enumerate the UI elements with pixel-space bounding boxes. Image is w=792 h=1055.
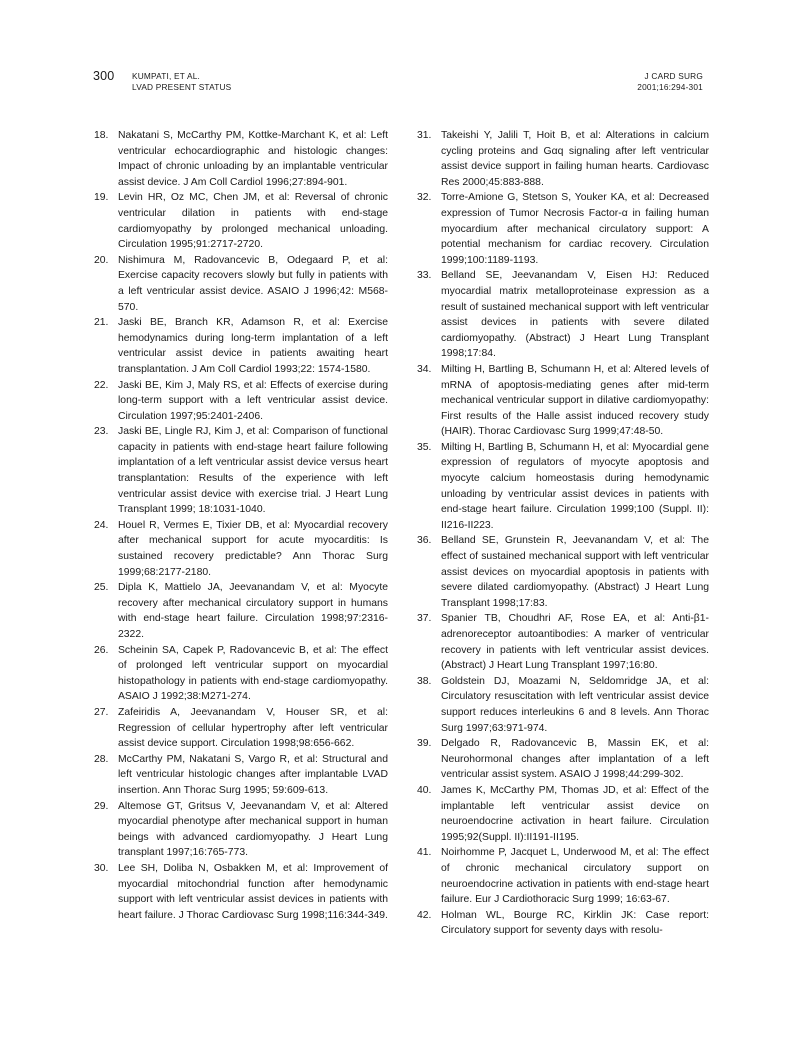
reference-text: Takeishi Y, Jalili T, Hoit B, et al: Alterations in calcium cycling proteins and Gαq signaling after left ventricular assist device support in failing human hearts. Cardiovasc Res 2000;45:883-888. bbox=[441, 130, 709, 188]
journal-citation: 2001;16:294-301 bbox=[637, 82, 703, 92]
reference-text: Goldstein DJ, Moazami N, Seldomridge JA, et al: Circulatory resuscitation with left ventricular assist device support reduces interleukins 6 and 8 levels. Ann Thorac Surg 1997;63:971-974. bbox=[441, 675, 709, 734]
reference-text: Nakatani S, McCarthy PM, Kottke-Marchant K, et al: Left ventricular echocardiographic and histologic changes: Impact of chronic unloading by an implantable ventricular assist device. J Am Coll Cardiol 1996;27:894-901. bbox=[118, 130, 388, 188]
reference-text: Dipla K, Mattielo JA, Jeevanandam V, et al: Myocyte recovery after mechanical circulatory support in humans with end-stage heart failure. Circulation 1998;97:2316-2322. bbox=[118, 582, 388, 640]
reference-entry bbox=[94, 861, 388, 923]
reference-text: Levin HR, Oz MC, Chen JM, et al: Reversal of chronic ventricular dilation in patients with end-stage cardiomyopathy by prolonged mechanical unloading. Circulation 1995;91:2717-2720. bbox=[118, 192, 388, 251]
running-head-title: LVAD PRESENT STATUS bbox=[132, 82, 232, 92]
reference-text: Jaski BE, Branch KR, Adamson R, et al: Exercise hemodynamics during long-term implantation of a left ventricular assist device in patients awaiting heart transplantation. J Am Coll Cardiol 1993;22: 1574-1580. bbox=[118, 317, 388, 375]
reference-entry bbox=[417, 128, 709, 190]
reference-text: Belland SE, Jeevanandam V, Eisen HJ: Reduced myocardial matrix metalloproteinase expression as a result of sustained mechanical support with left ventricular assist devices in patients with severe dilated cardiomyopathy. (Abstract) J Heart Lung Transplant 1998;17:84. bbox=[441, 270, 709, 360]
reference-number: 30. bbox=[94, 862, 109, 874]
reference-entry bbox=[94, 518, 388, 580]
reference-number: 27. bbox=[94, 706, 109, 718]
reference-entry bbox=[417, 190, 709, 268]
reference-number: 25. bbox=[94, 582, 109, 594]
reference-entry bbox=[417, 611, 709, 673]
reference-text: Belland SE, Grunstein R, Jeevanandam V, et al: The effect of sustained mechanical support with left ventricular assist devices on myocardial apoptosis in patients with severe dilated cardiomyopathy. (Abstract) J Heart Lung Transplant 1998;17:83. bbox=[441, 535, 709, 609]
reference-number: 31. bbox=[417, 130, 432, 141]
reference-entry bbox=[417, 268, 709, 362]
reference-entry bbox=[94, 378, 388, 425]
reference-number: 38. bbox=[417, 675, 432, 687]
reference-entry bbox=[94, 128, 388, 190]
references-left-column bbox=[94, 128, 388, 923]
reference-number: 33. bbox=[417, 270, 432, 282]
running-head-right bbox=[637, 71, 703, 93]
reference-entry bbox=[94, 190, 388, 252]
reference-text: Scheinin SA, Capek P, Radovancevic B, et al: The effect of prolonged left ventricular support on myocardial histopathology in patients with end-stage cardiomyopathy. ASAIO J 1992;38:M271-274. bbox=[118, 644, 388, 703]
reference-number: 32. bbox=[417, 192, 432, 204]
reference-entry bbox=[417, 362, 709, 440]
reference-number: 26. bbox=[94, 644, 109, 656]
reference-entry bbox=[417, 845, 709, 907]
reference-number: 21. bbox=[94, 317, 109, 329]
reference-number: 37. bbox=[417, 613, 432, 625]
reference-text: Delgado R, Radovancevic B, Massin EK, et al: Neurohormonal changes after implantation of a left ventricular assist system. ASAIO J 1998;44:299-302. bbox=[441, 738, 709, 781]
reference-text: Jaski BE, Kim J, Maly RS, et al: Effects of exercise during long-term support with a left ventricular assist device. Circulation 1997;95:2401-2406. bbox=[118, 379, 388, 422]
reference-number: 41. bbox=[417, 847, 432, 859]
reference-entry bbox=[94, 643, 388, 705]
running-head-left bbox=[132, 71, 231, 93]
reference-text: Nishimura M, Radovancevic B, Odegaard P, et al: Exercise capacity recovers slowly but fully in patients with a left ventricular assist device. ASAIO J 1996;42: M568-570. bbox=[118, 254, 388, 313]
reference-text: McCarthy PM, Nakatani S, Vargo R, et al: Structural and left ventricular histologic changes after implantable LVAD insertion. Ann Thorac Surg 1995; 59:609-613. bbox=[118, 753, 388, 796]
page-number: 300 bbox=[93, 69, 115, 83]
reference-number: 22. bbox=[94, 379, 109, 391]
reference-number: 34. bbox=[417, 363, 432, 375]
reference-number: 18. bbox=[94, 130, 109, 141]
reference-number: 35. bbox=[417, 441, 432, 453]
reference-entry bbox=[94, 580, 388, 642]
running-head-authors: KUMPATI, ET AL. bbox=[132, 71, 201, 81]
reference-entry bbox=[417, 736, 709, 783]
reference-number: 39. bbox=[417, 738, 432, 750]
reference-number: 20. bbox=[94, 254, 109, 266]
reference-text: Milting H, Bartling B, Schumann H, et al: Myocardial gene expression of regulators of myocyte apoptosis and myocyte calcium homeostasis during hemodynamic unloading by ventricular assist devices in patients with end-stage heart failure. Circulation 1999;100 (Suppl. II): II216-II223. bbox=[441, 441, 709, 531]
reference-number: 23. bbox=[94, 426, 109, 438]
reference-entry bbox=[94, 315, 388, 377]
reference-text: Jaski BE, Lingle RJ, Kim J, et al: Comparison of functional capacity in patients with end-stage heart failure following implantation of a left ventricular assist device versus heart transplantation: Results of the experience with left ventricular assist device with exercise trial. J Heart Lung Transplant 1999; 18:1031-1040. bbox=[118, 426, 388, 516]
reference-number: 36. bbox=[417, 535, 432, 547]
reference-number: 19. bbox=[94, 192, 109, 204]
reference-entry bbox=[417, 783, 709, 845]
reference-text: James K, McCarthy PM, Thomas JD, et al: Effect of the implantable left ventricular assist device on neuroendocrine activation in heart failure. Circulation 1995;92(Suppl. II):II191-II195. bbox=[441, 784, 709, 843]
reference-number: 24. bbox=[94, 519, 109, 531]
reference-number: 42. bbox=[417, 909, 432, 921]
reference-number: 29. bbox=[94, 800, 109, 812]
reference-number: 40. bbox=[417, 784, 432, 796]
references-right-column bbox=[417, 128, 709, 939]
reference-text: Holman WL, Bourge RC, Kirklin JK: Case report: Circulatory support for seventy days with resolu- bbox=[441, 909, 709, 937]
reference-entry bbox=[417, 533, 709, 611]
reference-text: Spanier TB, Choudhri AF, Rose EA, et al: Anti-β1-adrenoreceptor autoantibodies: A marker of ventricular recovery in patients with left ventricular assist devices. (Abstract) J Heart Lung Transplant 1997;16:80. bbox=[441, 613, 709, 672]
reference-text: Lee SH, Doliba N, Osbakken M, et al: Improvement of myocardial mitochondrial function after hemodynamic support with left ventricular assist devices in patients with heart failure. J Thorac Cardiovasc Surg 1998;116:344-349. bbox=[118, 862, 388, 921]
journal-name: J CARD SURG bbox=[644, 71, 703, 81]
reference-entry bbox=[94, 752, 388, 799]
reference-text: Milting H, Bartling B, Schumann H, et al: Altered levels of mRNA of apoptosis-mediating genes after mid-term mechanical ventricular support in dilative cardiomyopathy: First results of the Halle assist induced recovery study (HAIR). Thorac Cardiovasc Surg 1999;47:48-50. bbox=[441, 363, 709, 438]
reference-text: Zafeiridis A, Jeevanandam V, Houser SR, et al: Regression of cellular hypertrophy after left ventricular assist device support. Circulation 1998;98:656-662. bbox=[118, 706, 388, 750]
reference-entry bbox=[94, 424, 388, 518]
reference-text: Noirhomme P, Jacquet L, Underwood M, et al: The effect of chronic mechanical circulatory support on neuroendocrine activation in patients with end-stage heart failure. Eur J Cardiothoracic Surg 1999; 16:63-67. bbox=[441, 847, 709, 906]
reference-entry bbox=[94, 705, 388, 752]
reference-entry bbox=[417, 908, 709, 939]
reference-entry bbox=[417, 440, 709, 534]
reference-entry bbox=[94, 799, 388, 861]
reference-text: Altemose GT, Gritsus V, Jeevanandam V, et al: Altered myocardial phenotype after mechanical support in human beings with advanced cardiomyopathy. J Heart Lung transplant 1997;16:765-773. bbox=[118, 800, 388, 859]
reference-text: Houel R, Vermes E, Tixier DB, et al: Myocardial recovery after mechanical support for acute myocarditis: Is sustained recovery predictable? Ann Thorac Surg 1999;68:2177-2180. bbox=[118, 519, 388, 578]
reference-text: Torre-Amione G, Stetson S, Youker KA, et al: Decreased expression of Tumor Necrosis Factor-α in failing human myocardium after mechanical circulatory support: A potential mechanism for cardiac recovery. Circulation 1999;100:1189-1193. bbox=[441, 192, 709, 266]
reference-entry bbox=[417, 674, 709, 736]
reference-entry bbox=[94, 253, 388, 315]
reference-number: 28. bbox=[94, 753, 109, 765]
